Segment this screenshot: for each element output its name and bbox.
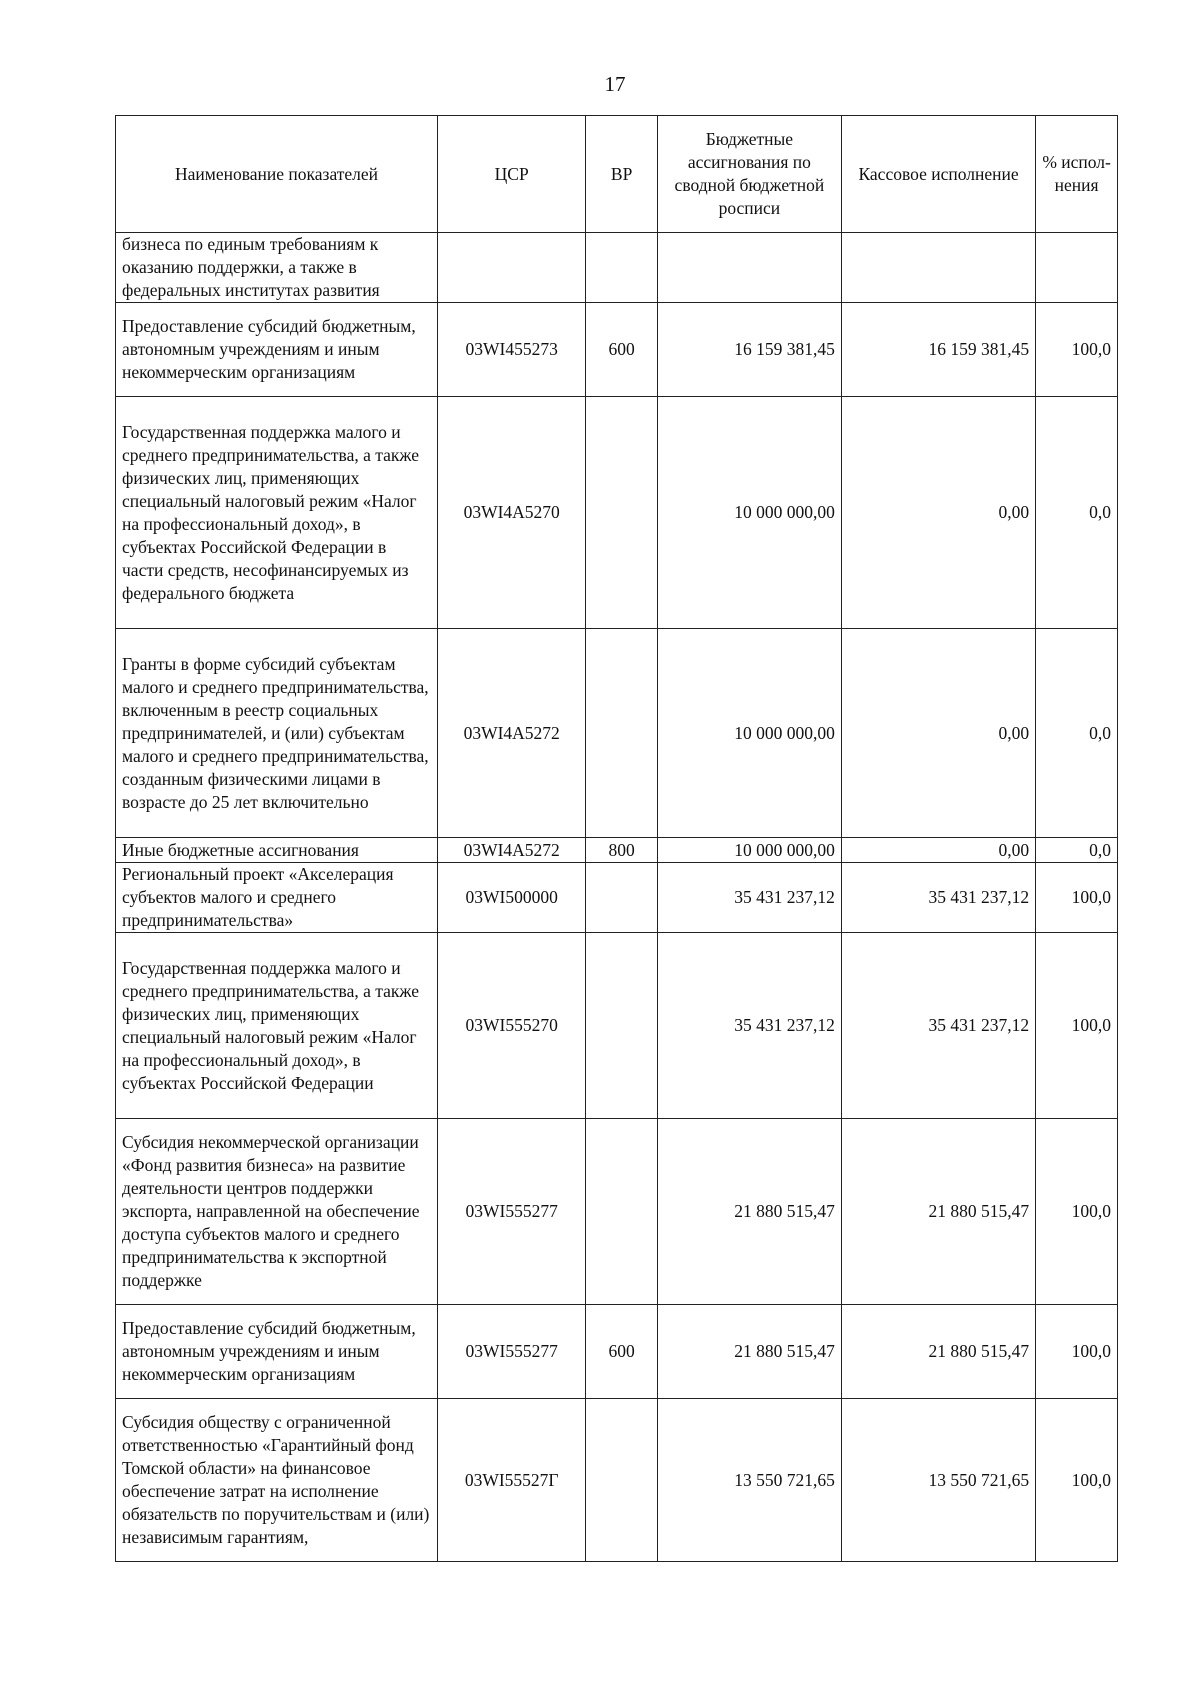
table-header-row — [116, 116, 1118, 233]
row-budget: 35 431 237,12 — [657, 863, 841, 933]
row-percent: 0,0 — [1036, 629, 1118, 838]
table-row — [116, 303, 1118, 397]
header-csr: ЦСР — [438, 116, 586, 233]
row-csr: 03WI4A5272 — [438, 629, 586, 838]
row-vr — [586, 933, 658, 1119]
row-budget: 21 880 515,47 — [657, 1119, 841, 1305]
row-cash: 21 880 515,47 — [841, 1119, 1035, 1305]
table-row — [116, 397, 1118, 629]
row-csr: 03WI555277 — [438, 1305, 586, 1399]
row-budget: 21 880 515,47 — [657, 1305, 841, 1399]
row-percent: 100,0 — [1036, 1399, 1118, 1562]
row-percent: 0,0 — [1036, 397, 1118, 629]
row-cash: 16 159 381,45 — [841, 303, 1035, 397]
row-name: Субсидия обществу с ограниченной ответственностью «Гарантийный фонд Томской области» на финансовое обеспечение затрат на исполнение обязательств по поручительствам и (или) независимым гарантиям, — [116, 1399, 438, 1562]
row-csr: 03WI4A5270 — [438, 397, 586, 629]
row-budget: 10 000 000,00 — [657, 397, 841, 629]
table-row — [116, 863, 1118, 933]
table-row — [116, 629, 1118, 838]
row-percent: 100,0 — [1036, 863, 1118, 933]
header-vr: ВР — [586, 116, 658, 233]
row-vr — [586, 397, 658, 629]
row-cash: 0,00 — [841, 397, 1035, 629]
row-budget — [657, 233, 841, 303]
row-name: Государственная поддержка малого и среднего предпринимательства, а также физических лиц, применяющих специальный налоговый режим «Налог на профессиональный доход», в субъектах Российской Федерации — [116, 933, 438, 1119]
row-budget: 10 000 000,00 — [657, 838, 841, 863]
row-name: Гранты в форме субсидий субъектам малого и среднего предпринимательства, включенным в реестр социальных предпринимателей, и (или) субъектам малого и среднего предпринимательства, созданным физическими лицами в возрасте до 25 лет включительно — [116, 629, 438, 838]
row-budget: 13 550 721,65 — [657, 1399, 841, 1562]
row-percent: 100,0 — [1036, 1305, 1118, 1399]
row-vr — [586, 629, 658, 838]
row-csr: 03WI455273 — [438, 303, 586, 397]
row-budget: 35 431 237,12 — [657, 933, 841, 1119]
row-cash: 35 431 237,12 — [841, 933, 1035, 1119]
row-csr: 03WI4A5272 — [438, 838, 586, 863]
row-percent: 100,0 — [1036, 303, 1118, 397]
header-percent: % испол-нения — [1036, 116, 1118, 233]
page-number: 17 — [604, 72, 626, 96]
row-name: Предоставление субсидий бюджетным, автономным учреждениям и иным некоммерческим организациям — [116, 1305, 438, 1399]
table-row — [116, 1399, 1118, 1562]
table-body — [116, 233, 1118, 1562]
row-cash: 35 431 237,12 — [841, 863, 1035, 933]
row-cash: 21 880 515,47 — [841, 1305, 1035, 1399]
table-row — [116, 933, 1118, 1119]
row-name: Государственная поддержка малого и среднего предпринимательства, а также физических лиц, применяющих специальный налоговый режим «Налог на профессиональный доход», в субъектах Российской Федерации в части средств, несофинансируемых из федерального бюджета — [116, 397, 438, 629]
row-name: Предоставление субсидий бюджетным, автономным учреждениям и иным некоммерческим организациям — [116, 303, 438, 397]
row-csr — [438, 233, 586, 303]
row-csr: 03WI555270 — [438, 933, 586, 1119]
table-row — [116, 233, 1118, 303]
row-vr — [586, 863, 658, 933]
row-csr: 03WI555277 — [438, 1119, 586, 1305]
row-percent: 100,0 — [1036, 1119, 1118, 1305]
row-name: Субсидия некоммерческой организации «Фонд развития бизнеса» на развитие деятельности центров поддержки экспорта, направленной на обеспечение доступа субъектов малого и среднего предпринимательства к экспортной поддержке — [116, 1119, 438, 1305]
row-vr: 600 — [586, 1305, 658, 1399]
row-percent — [1036, 233, 1118, 303]
row-vr: 800 — [586, 838, 658, 863]
row-name: Региональный проект «Акселерация субъектов малого и среднего предпринимательства» — [116, 863, 438, 933]
table-row — [116, 1305, 1118, 1399]
row-percent: 0,0 — [1036, 838, 1118, 863]
row-cash: 13 550 721,65 — [841, 1399, 1035, 1562]
header-budget: Бюджетные ассигнования по сводной бюджетной росписи — [657, 116, 841, 233]
row-cash: 0,00 — [841, 838, 1035, 863]
row-name: Иные бюджетные ассигнования — [116, 838, 438, 863]
row-budget: 10 000 000,00 — [657, 629, 841, 838]
row-vr — [586, 1399, 658, 1562]
budget-execution-table — [115, 115, 1118, 1562]
row-csr: 03WI55527Г — [438, 1399, 586, 1562]
row-percent: 100,0 — [1036, 933, 1118, 1119]
row-budget: 16 159 381,45 — [657, 303, 841, 397]
table-row — [116, 1119, 1118, 1305]
header-cash: Кассовое исполнение — [841, 116, 1035, 233]
row-csr: 03WI500000 — [438, 863, 586, 933]
header-name: Наименование показателей — [116, 116, 438, 233]
table-row — [116, 838, 1118, 863]
row-cash — [841, 233, 1035, 303]
row-vr — [586, 1119, 658, 1305]
row-vr: 600 — [586, 303, 658, 397]
row-cash: 0,00 — [841, 629, 1035, 838]
row-name: бизнеса по единым требованиям к оказанию поддержки, а также в федеральных институтах развития — [116, 233, 438, 303]
row-vr — [586, 233, 658, 303]
